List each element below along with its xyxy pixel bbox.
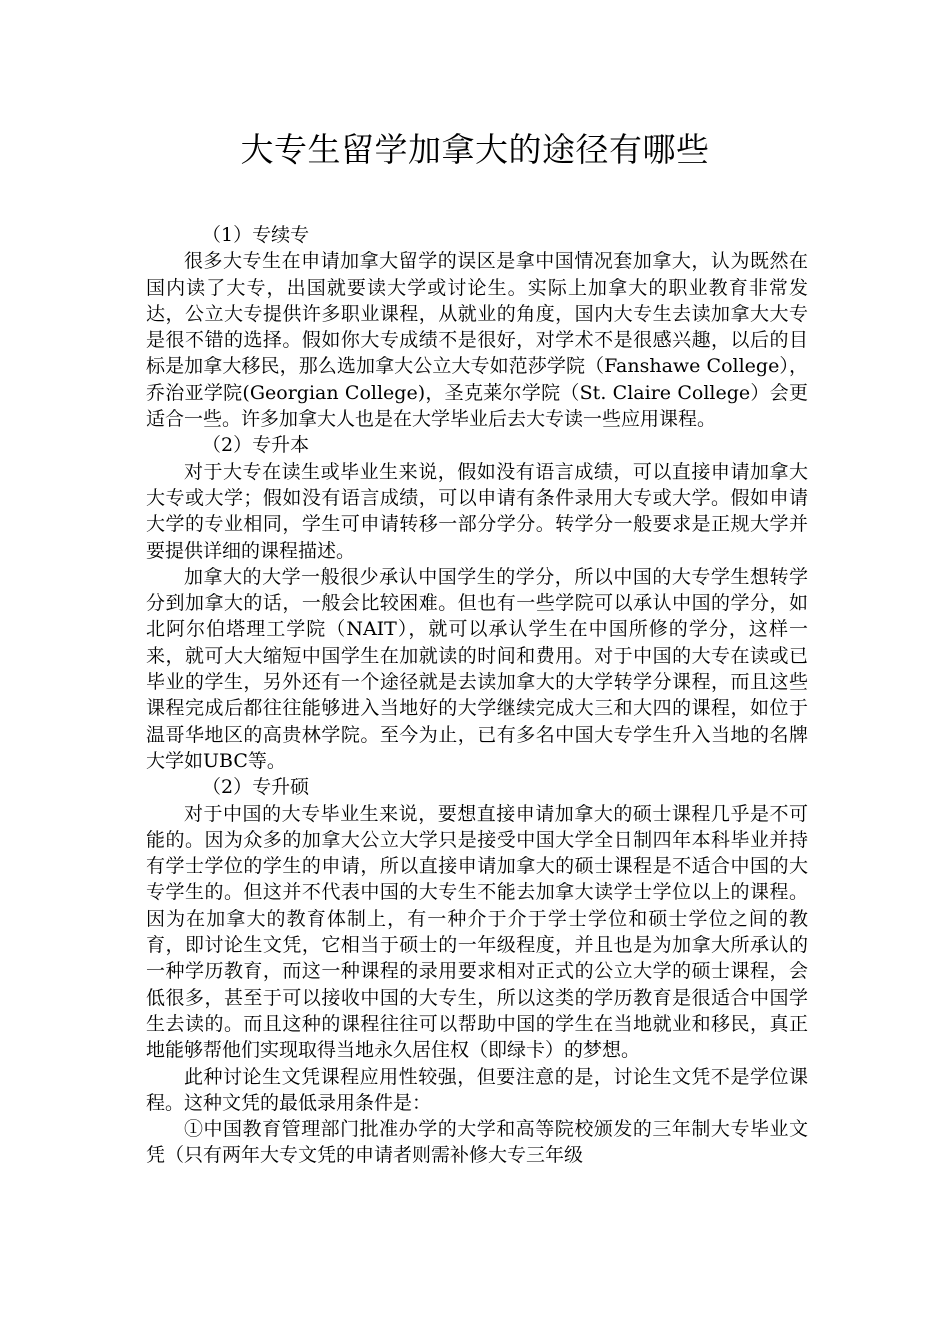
paragraph: 此种讨论生文凭课程应用性较强，但要注意的是，讨论生文凭不是学位课程。这种文凭的最低录用条件是： <box>146 1065 808 1114</box>
document-title: 大专生留学加拿大的途径有哪些 <box>240 130 710 169</box>
paragraph: 对于大专在读生或毕业生来说，假如没有语言成绩，可以直接申请加拿大大专或大学；假如没有语言成绩，可以申请有条件录用大专或大学。假如申请大学的专业相同，学生可申请转移一部分学分。转学分一般要求是正规大学并要提供详细的课程描述。 <box>146 460 808 562</box>
paragraph: 很多大专生在申请加拿大留学的误区是拿中国情况套加拿大，认为既然在国内读了大专，出国就要读大学或讨论生。实际上加拿大的职业教育非常发达，公立大专提供许多职业课程，从就业的角度，国内大专生去读加拿大大专是很不错的选择。假如你大专成绩不是很好，对学术不是很感兴趣，以后的目标是加拿大移民，那么选加拿大公立大专如范莎学院（Fanshawe College），乔治亚学院(Georgian College)，圣克莱尔学院（St. Claire College）会更适合一些。许多加拿大人也是在大学毕业后去大专读一些应用课程。 <box>146 250 808 431</box>
section-heading-3: （2）专升硕 <box>202 776 310 799</box>
paragraph: ①中国教育管理部门批准办学的大学和高等院校颁发的三年制大专毕业文凭（只有两年大专文凭的申请者则需补修大专三年级 <box>146 1118 808 1167</box>
section-heading-1: （1）专续专 <box>202 224 310 246</box>
document-body <box>146 222 808 1169</box>
section-heading-2: （2）专升本 <box>202 434 310 457</box>
paragraph: 对于中国的大专毕业生来说，要想直接申请加拿大的硕士课程几乎是不可能的。因为众多的加拿大公立大学只是接受中国大学全日制四年本科毕业并持有学士学位的学生的申请，所以直接申请加拿大的硕士课程是不适合中国的大专学生的。但这并不代表中国的大专生不能去加拿大读学士学位以上的课程。因为在加拿大的教育体制上，有一种介于介于学士学位和硕士学位之间的教育，即讨论生文凭，它相当于硕士的一年级程度，并且也是为加拿大所承认的一种学历教育，而这一种课程的录用要求相对正式的公立大学的硕士课程，会低很多，甚至于可以接收中国的大专生，所以这类的学历教育是很适合中国学生去读的。而且这种的课程往往可以帮助中国的学生在当地就业和移民，真正地能够帮他们实现取得当地永久居住权（即绿卡）的梦想。 <box>146 802 808 1062</box>
paragraph: 加拿大的大学一般很少承认中国学生的学分，所以中国的大专学生想转学分到加拿大的话，一般会比较困难。但也有一些学院可以承认中国的学分，如北阿尔伯塔理工学院（NAIT），就可以承认学生在中国所修的学分，这样一来，就可大大缩短中国学生在加就读的时间和费用。对于中国的大专在读或已毕业的学生，另外还有一个途径就是去读加拿大的大学转学分课程，而且这些课程完成后都往往能够进入当地好的大学继续完成大三和大四的课程，如位于温哥华地区的高贵林学院。至今为止，已有多名中国大专学生升入当地的名牌大学如UBC等。 <box>146 565 808 772</box>
